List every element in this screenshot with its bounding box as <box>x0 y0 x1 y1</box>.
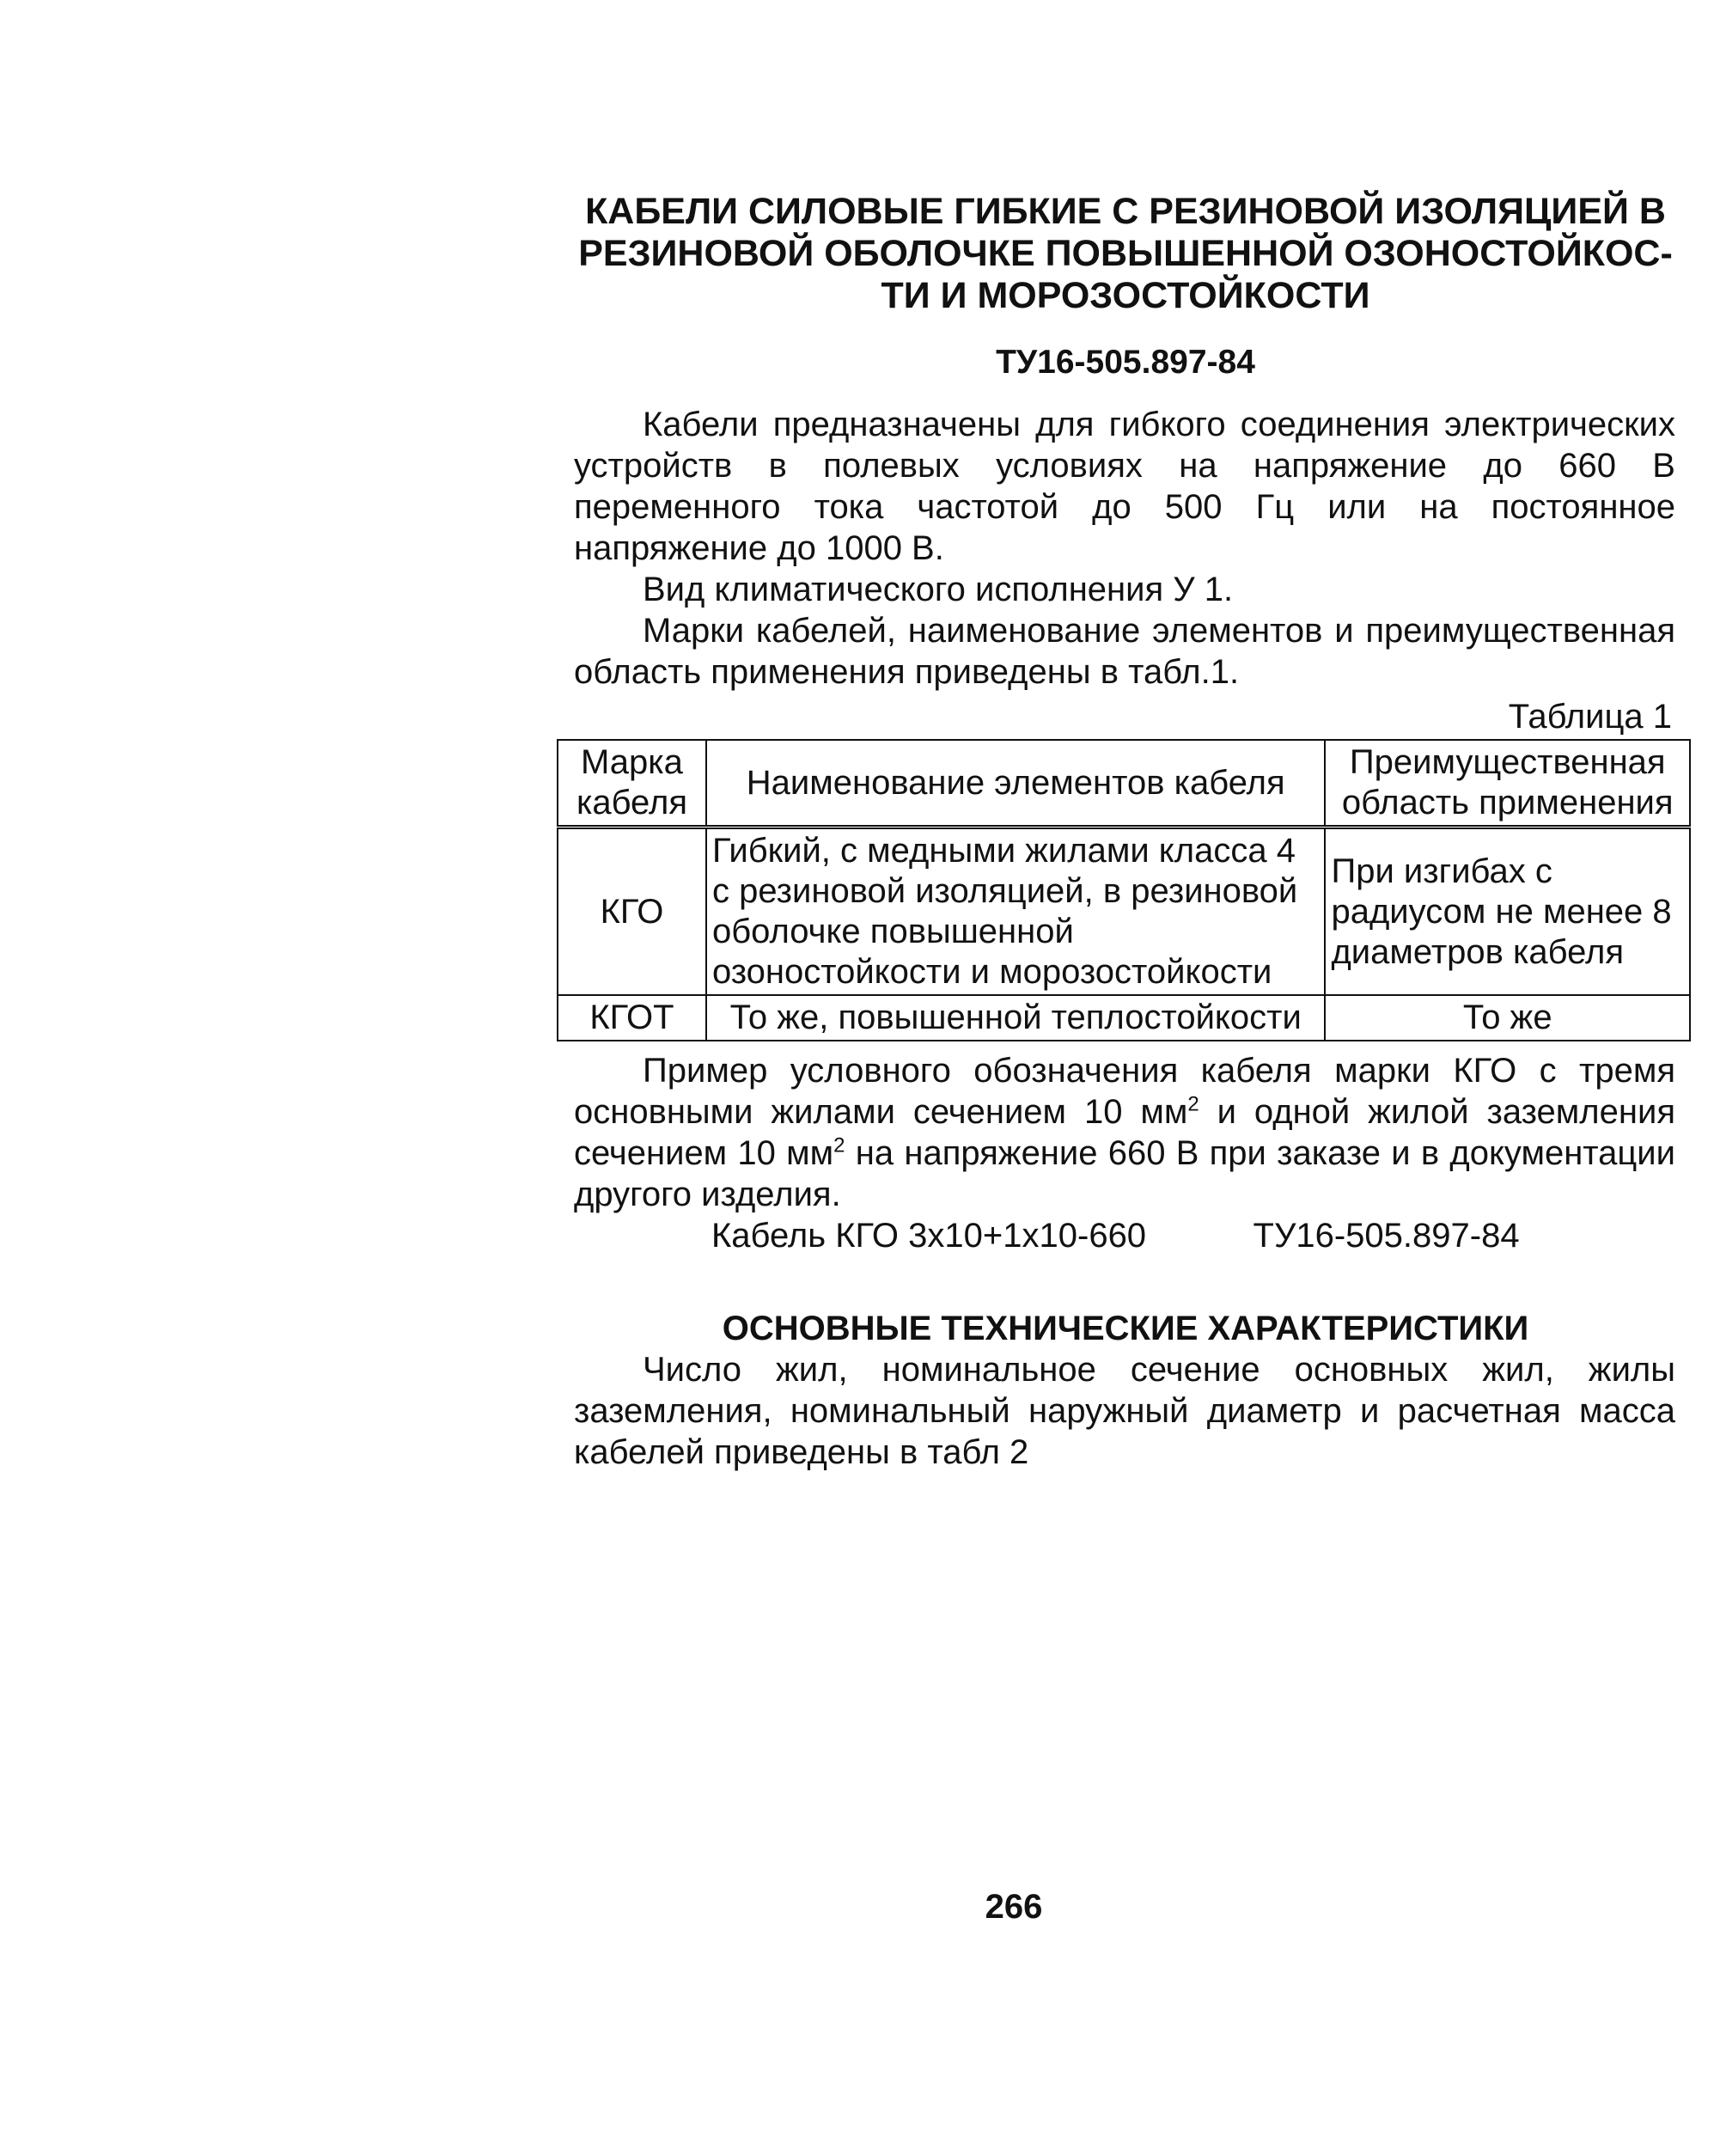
intro-paragraph-1: Кабели предназначены для гибкого соединения электрических устройств в полевых условиях на напряжение до 660 В переменного тока частотой до 500 Гц или на постоянное напряжение до 1000 В. <box>574 406 1675 567</box>
header-name: Наименование элементов кабеля <box>706 740 1326 828</box>
intro-paragraph-3: Марки кабелей, наименование элементов и преимущественная область применения приведены в табл.1. <box>574 612 1675 691</box>
section-title: ОСНОВНЫЕ ТЕХНИЧЕСКИЕ ХАРАКТЕРИСТИКИ <box>722 1310 1529 1347</box>
title-line-3: ТИ И МОРОЗОСТОЙКОСТИ <box>881 275 1370 316</box>
header-use: Преимущественная область применения <box>1325 740 1690 828</box>
example-text-part-3: на напряжение 660 В при заказе и в документации другого изделия. <box>574 1134 1675 1213</box>
example-text <box>574 1050 1675 1256</box>
table-row <box>558 995 1690 1041</box>
intro-text <box>574 404 1675 693</box>
superscript: 2 <box>1187 1092 1199 1116</box>
cell-name: Гибкий, с медными жилами класса 4 с резиновой изоляцией, в резиновой оболочке повышенной озоностойкости и морозостойкости <box>706 828 1326 996</box>
document-title <box>567 191 1684 317</box>
header-mark: Марка кабеля <box>558 740 706 828</box>
cell-mark: КГОТ <box>558 995 706 1041</box>
superscript: 2 <box>833 1133 845 1157</box>
cell-use: То же <box>1325 995 1690 1041</box>
spec-number: ТУ16-505.897-84 <box>996 344 1255 381</box>
page-number: 266 <box>985 1888 1043 1926</box>
example-designation <box>574 1215 1675 1256</box>
cables-table <box>557 739 1691 1041</box>
table-caption: Таблица 1 <box>1508 698 1672 736</box>
cell-use: При изгибах с радиусом не менее 8 диаметров кабеля <box>1325 828 1690 996</box>
section-text <box>574 1349 1675 1473</box>
table-header-row <box>558 740 1690 828</box>
section-paragraph: Число жил, номинальное сечение основных жил, жилы заземления, номинальный наружный диаметр и расчетная масса кабелей приведены в табл 2 <box>574 1351 1675 1471</box>
cell-mark: КГО <box>558 828 706 996</box>
example-text-part-1: Пример условного обозначения кабеля марки КГО с тремя основными жилами сечением 10 мм <box>574 1052 1675 1131</box>
title-line-2: РЕЗИНОВОЙ ОБОЛОЧКЕ ПОВЫШЕННОЙ ОЗОНОСТОЙКОС- <box>578 233 1673 274</box>
example-text-part-2: и одной жилой заземления сечением 10 мм <box>574 1093 1675 1172</box>
table-row <box>558 828 1690 996</box>
title-line-1: КАБЕЛИ СИЛОВЫЕ ГИБКИЕ С РЕЗИНОВОЙ ИЗОЛЯЦИЕЙ В <box>585 191 1666 232</box>
designation-mark: Кабель КГО 3х10+1х10-660 <box>711 1217 1147 1255</box>
cell-name: То же, повышенной теплостойкости <box>706 995 1326 1041</box>
intro-paragraph-2: Вид климатического исполнения У 1. <box>643 571 1234 608</box>
example-paragraph <box>574 1050 1675 1215</box>
designation-spec: ТУ16-505.897-84 <box>1253 1217 1520 1255</box>
